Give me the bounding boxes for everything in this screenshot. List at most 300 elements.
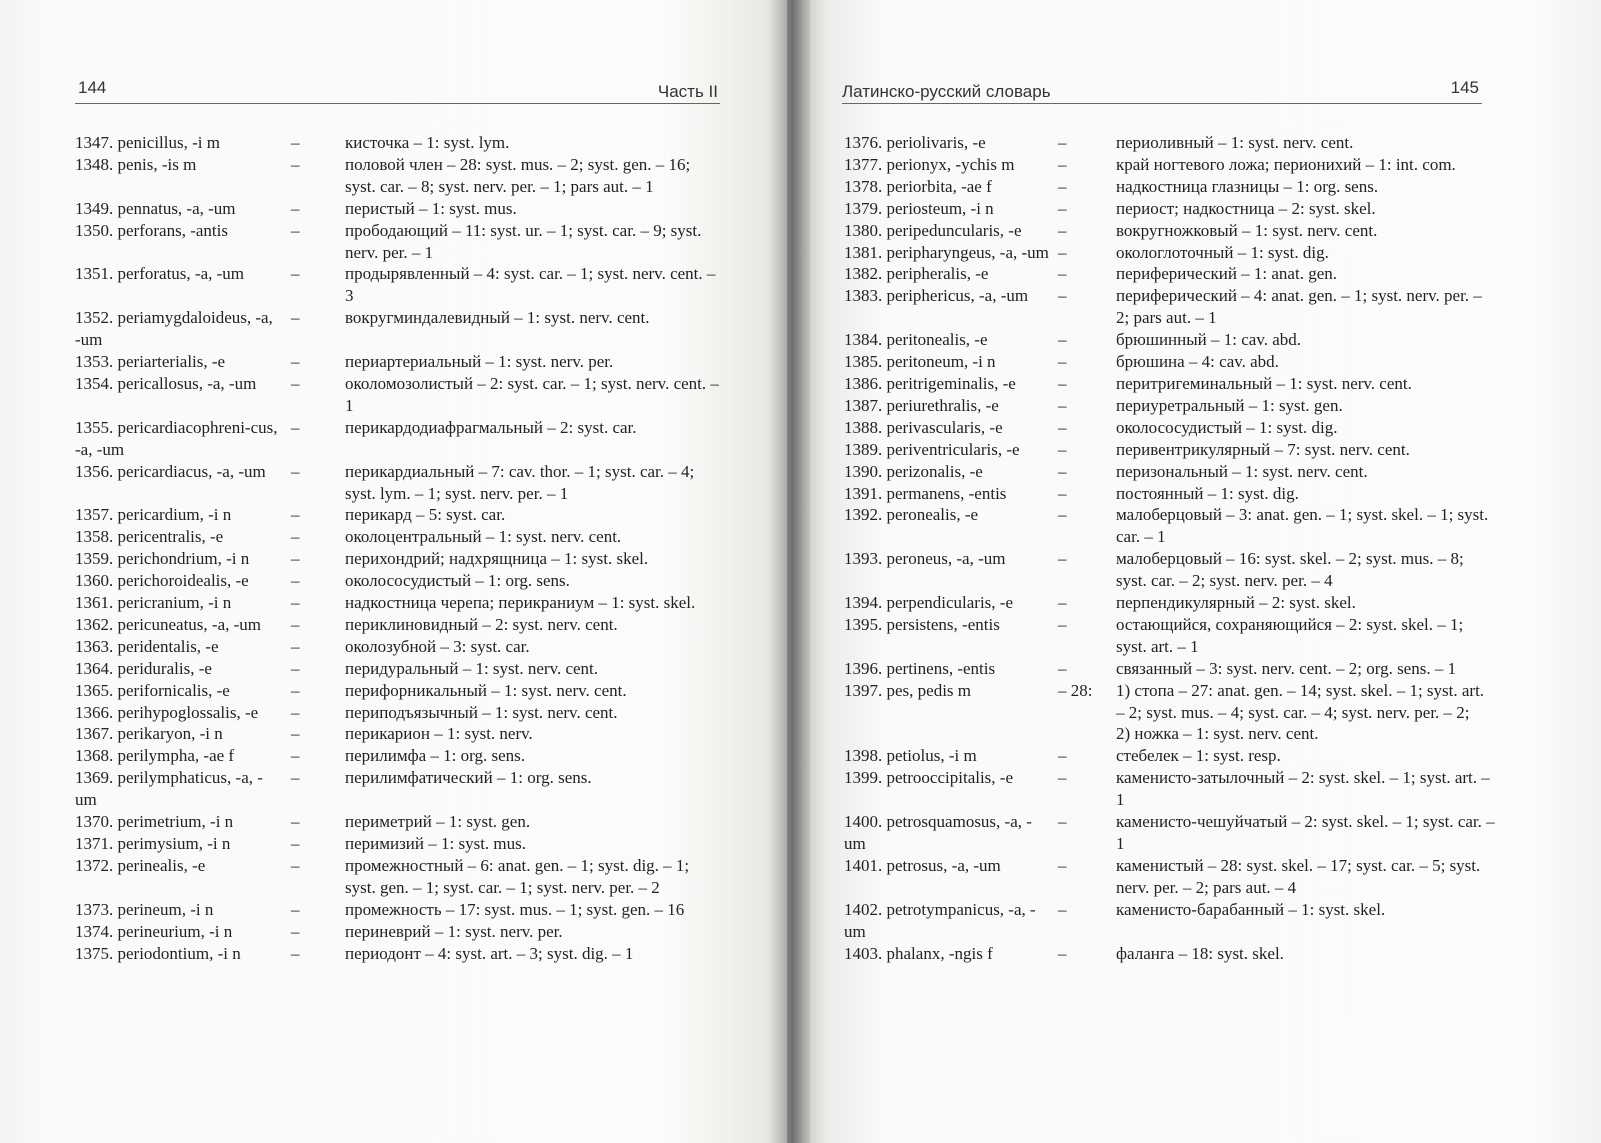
entry-dash: – (1058, 439, 1067, 459)
entry-dash: – (1058, 768, 1067, 788)
latin-term-text: 1377. perionyx, -ychis m (844, 154, 1015, 174)
translation-text: околоцентральный – 1: syst. nerv. cent. (345, 527, 622, 547)
translation-text: перикард – 5: syst. car. (345, 505, 506, 525)
latin-term-text: 1361. pericranium, -i n (75, 593, 232, 613)
entry-dash: – (1058, 746, 1067, 766)
entry-dash: – (1058, 133, 1067, 152)
russian-translation (1116, 439, 1496, 461)
entry-dash: – (291, 220, 300, 240)
latin-term-text: 1349. pennatus, -a, -um (75, 198, 236, 218)
latin-term (75, 811, 345, 833)
latin-term (844, 811, 1116, 855)
russian-translation (1116, 351, 1496, 373)
latin-term-text: 1381. peripharyngeus, -a, -um (844, 242, 1049, 262)
latin-term-text: 1372. perinealis, -e (75, 855, 206, 875)
entry-dash: – (1058, 198, 1067, 218)
latin-term (75, 220, 345, 264)
latin-term-text: 1378. periorbita, -ae f (844, 176, 992, 196)
translation-text: периуретральный – 1: syst. gen. (1116, 395, 1343, 415)
latin-term-text: 1358. pericentralis, -e (75, 527, 224, 547)
latin-term-text: 1351. perforatus, -a, -um (75, 264, 245, 284)
russian-translation (345, 921, 720, 943)
latin-term-text: 1401. petrosus, -a, -um (844, 855, 1001, 875)
translation-text: перилимфа – 1: org. sens. (345, 746, 525, 766)
dictionary-entry (75, 921, 735, 943)
latin-term-text: 1374. perineurium, -i n (75, 921, 233, 941)
entry-dash: – (291, 855, 300, 875)
dictionary-entry (844, 504, 1494, 548)
translation-text: каменистый – 28: syst. skel. – 17; syst. car. – 5; syst. nerv. per. – 2; pars aut. – 4 (1116, 855, 1481, 897)
entry-dash: – (1058, 505, 1067, 525)
latin-term (75, 263, 345, 307)
latin-term (844, 461, 1116, 483)
entry-dash: – (291, 373, 300, 393)
russian-translation (345, 767, 720, 811)
latin-term-text: 1370. perimetrium, -i n (75, 812, 234, 832)
latin-term-text: 1389. periventricularis, -e (844, 439, 1020, 459)
russian-translation (345, 307, 720, 351)
latin-term (75, 614, 345, 636)
latin-term (75, 899, 345, 921)
russian-translation (345, 899, 720, 921)
translation-text: вокругминдалевидный – 1: syst. nerv. cent. (345, 308, 650, 328)
latin-term (844, 745, 1116, 767)
translation-text: перивентрикулярный – 7: syst. nerv. cent. (1116, 439, 1410, 459)
left-page-header (78, 78, 718, 104)
latin-term-text: 1368. perilympha, -ae f (75, 746, 235, 766)
dictionary-entry (844, 263, 1494, 285)
entry-dash: – (291, 593, 300, 613)
dictionary-entry (75, 263, 735, 307)
latin-term-text: 1399. petrooccipitalis, -e (844, 768, 1014, 788)
entry-dash: – (291, 943, 300, 963)
right-page-header (842, 78, 1479, 104)
latin-term-text: 1382. peripheralis, -e (844, 264, 989, 284)
latin-term (844, 504, 1116, 548)
dictionary-entry (844, 351, 1494, 373)
entry-dash: – (1058, 614, 1067, 634)
latin-term-text: 1353. periarterialis, -e (75, 352, 226, 372)
latin-term (844, 548, 1116, 592)
entry-dash: – (1058, 373, 1067, 393)
latin-term (844, 395, 1116, 417)
dictionary-entry (844, 943, 1494, 965)
latin-term (844, 329, 1116, 351)
entry-dash: – (1058, 658, 1067, 678)
translation-text: промежность – 17: syst. mus. – 1; syst. gen. – 16 (345, 899, 685, 919)
russian-translation (345, 263, 720, 307)
latin-term-text: 1392. peronealis, -e (844, 505, 979, 525)
russian-translation (345, 198, 720, 220)
latin-term-text: 1380. peripeduncularis, -e (844, 220, 1022, 240)
translation-text: брюшина – 4: cav. abd. (1116, 352, 1279, 372)
russian-translation (345, 351, 720, 373)
entry-dash: – (1058, 395, 1067, 415)
russian-translation (345, 658, 720, 680)
dictionary-entry (75, 899, 735, 921)
dictionary-entry (75, 636, 735, 658)
translation-text: периоливный – 1: syst. nerv. cent. (1116, 133, 1354, 152)
entry-dash: – (291, 352, 300, 372)
entry-dash: – (291, 921, 300, 941)
latin-term-text: 1375. periodontium, -i n (75, 943, 241, 963)
translation-text: стебелек – 1: syst. resp. (1116, 746, 1281, 766)
latin-term (844, 899, 1116, 943)
dictionary-entry (75, 811, 735, 833)
dictionary-entry (844, 176, 1494, 198)
russian-translation (1116, 263, 1496, 285)
dictionary-entry (844, 548, 1494, 592)
latin-term (75, 592, 345, 614)
dictionary-entry (75, 833, 735, 855)
dictionary-entry (75, 417, 735, 461)
dictionary-entry (75, 154, 735, 198)
dictionary-entry (75, 548, 735, 570)
dictionary-entry (844, 154, 1494, 176)
dictionary-entry (75, 373, 735, 417)
dictionary-entry (75, 132, 735, 154)
entry-dash: – (291, 658, 300, 678)
russian-translation (1116, 154, 1496, 176)
latin-term (844, 439, 1116, 461)
latin-term (844, 242, 1116, 264)
latin-term (844, 373, 1116, 395)
latin-term (844, 658, 1116, 680)
russian-translation (1116, 483, 1496, 505)
dictionary-entry (75, 592, 735, 614)
latin-term-text: 1384. peritonealis, -e (844, 330, 988, 350)
latin-term (75, 132, 345, 154)
latin-term-text: 1402. petrotympanicus, -a, -um (844, 899, 1036, 941)
translation-text: перикарион – 1: syst. nerv. (345, 724, 533, 744)
entry-dash: – (291, 461, 300, 481)
latin-term (75, 636, 345, 658)
russian-translation (1116, 855, 1496, 899)
dictionary-entry (844, 242, 1494, 264)
russian-translation (1116, 417, 1496, 439)
translation-text: фаланга – 18: syst. skel. (1116, 943, 1284, 963)
russian-translation (345, 570, 720, 592)
russian-translation (1116, 395, 1496, 417)
latin-term (75, 855, 345, 899)
entry-dash: – (291, 571, 300, 591)
translation-text: окологлоточный – 1: syst. dig. (1116, 242, 1329, 262)
latin-term (75, 373, 345, 417)
translation-text: околососудистый – 1: org. sens. (345, 571, 570, 591)
latin-term-text: 1359. perichondrium, -i n (75, 549, 250, 569)
latin-term (75, 307, 345, 351)
russian-translation (1116, 899, 1496, 943)
entry-list (844, 132, 1494, 964)
entry-dash: – (291, 812, 300, 832)
latin-term-text: 1394. perpendicularis, -e (844, 593, 1013, 613)
latin-term-text: 1387. periurethralis, -e (844, 395, 999, 415)
entry-dash: – (1058, 286, 1067, 306)
latin-term-text: 1400. petrosquamosus, -a, -um (844, 812, 1032, 853)
latin-term (844, 220, 1116, 242)
dictionary-entry (844, 439, 1494, 461)
translation-text: околососудистый – 1: syst. dig. (1116, 417, 1338, 437)
latin-term-text: 1369. perilymphaticus, -a, -um (75, 768, 263, 810)
russian-translation (345, 636, 720, 658)
latin-term (844, 592, 1116, 614)
russian-translation (345, 833, 720, 855)
dictionary-entry (75, 680, 735, 702)
russian-translation (1116, 811, 1496, 855)
entry-dash: – (1058, 176, 1067, 196)
russian-translation (345, 526, 720, 548)
translation-text: надкостница черепа; перикраниум – 1: syst. skel. (345, 593, 696, 613)
translation-text: перилимфатический – 1: org. sens. (345, 768, 592, 788)
dictionary-entry (844, 614, 1494, 658)
dictionary-entry (844, 461, 1494, 483)
dictionary-entry (75, 461, 735, 505)
latin-term-text: 1352. periamygdaloideus, -a, -um (75, 308, 273, 350)
book-gutter (770, 0, 810, 1143)
latin-term (75, 723, 345, 745)
latin-term-text: 1395. persistens, -entis (844, 614, 1000, 634)
dictionary-entry (844, 658, 1494, 680)
page-number: 145 (1450, 78, 1479, 97)
entry-list (75, 132, 735, 964)
translation-text: продырявленный – 4: syst. car. – 1; syst. nerv. cent. – 3 (345, 264, 716, 306)
latin-term (844, 943, 1116, 965)
page-number: 144 (78, 78, 107, 97)
latin-term-text: 1388. perivascularis, -e (844, 417, 1003, 437)
dictionary-entry (844, 483, 1494, 505)
dictionary-entry (844, 220, 1494, 242)
russian-translation (1116, 767, 1496, 811)
latin-term (75, 833, 345, 855)
latin-term (75, 658, 345, 680)
dictionary-entry (844, 592, 1494, 614)
translation-text: кисточка – 1: syst. lym. (345, 133, 510, 152)
translation-text: каменисто-барабанный – 1: syst. skel. (1116, 899, 1386, 919)
latin-term (844, 285, 1116, 329)
latin-term-text: 1376. periolivaris, -e (844, 133, 986, 152)
russian-translation (1116, 329, 1496, 351)
dictionary-entry (75, 614, 735, 636)
dictionary-entry (75, 723, 735, 745)
translation-text: периферический – 1: anat. gen. (1116, 264, 1337, 284)
entry-dash: – (291, 702, 300, 722)
latin-term (844, 198, 1116, 220)
latin-term (75, 921, 345, 943)
latin-term-text: 1355. pericardiacophreni-cus, -a, -um (75, 417, 278, 459)
russian-translation (1116, 176, 1496, 198)
dictionary-entry (75, 351, 735, 373)
entry-dash: – (1058, 242, 1067, 262)
translation-text: перикардодиафрагмальный – 2: syst. car. (345, 417, 637, 437)
latin-term (844, 263, 1116, 285)
russian-translation (345, 504, 720, 526)
dictionary-entry (75, 198, 735, 220)
latin-term (844, 767, 1116, 811)
latin-term-text: 1403. phalanx, -ngis f (844, 943, 993, 963)
russian-translation (1116, 220, 1496, 242)
entry-dash: – (291, 746, 300, 766)
translation-text: вокругножковый – 1: syst. nerv. cent. (1116, 220, 1378, 240)
left-page (0, 0, 787, 1143)
latin-term-text: 1347. penicillus, -i m (75, 133, 220, 152)
entry-dash: – (291, 527, 300, 547)
translation-text: перитригеминальный – 1: syst. nerv. cent. (1116, 373, 1412, 393)
latin-term (75, 943, 345, 965)
latin-term-text: 1379. periosteum, -i n (844, 198, 994, 218)
russian-translation (345, 548, 720, 570)
translation-text: половой член – 28: syst. mus. – 2; syst. gen. – 16; syst. car. – 8; syst. nerv. per. – 1; pars aut. – 1 (345, 154, 691, 196)
translation-text: каменисто-затылочный – 2: syst. skel. – 1; syst. art. – 1 (1116, 768, 1490, 810)
entry-dash: – (291, 636, 300, 656)
latin-term-text: 1350. perforans, -antis (75, 220, 228, 240)
russian-translation (1116, 373, 1496, 395)
entry-dash: – (291, 417, 300, 437)
latin-term (75, 351, 345, 373)
russian-translation (1116, 548, 1496, 592)
translation-text: каменисто-чешуйчатый – 2: syst. skel. – 1; syst. car. – 1 (1116, 812, 1495, 853)
translation-text: брюшинный – 1: cav. abd. (1116, 330, 1302, 350)
running-title: Латинско-русский словарь (842, 82, 1051, 101)
translation-text: край ногтевого ложа; перионихий – 1: int. com. (1116, 154, 1456, 174)
russian-translation (345, 614, 720, 636)
translation-text: периартериальный – 1: syst. nerv. per. (345, 352, 614, 372)
entry-dash: – 28: (1058, 680, 1093, 700)
translation-text: 1) стопа – 27: anat. gen. – 14; syst. skel. – 1; syst. art. – 2; syst. mus. – 4; syst. car. – 4; syst. nerv. per. – 2; (1116, 680, 1485, 722)
entry-dash: – (1058, 352, 1067, 372)
latin-term-text: 1357. pericardium, -i n (75, 505, 232, 525)
translation-text: перимизий – 1: syst. mus. (345, 834, 527, 853)
entry-dash: – (291, 264, 300, 284)
translation-text: прободающий – 11: syst. ur. – 1; syst. car. – 9; syst. nerv. per. – 1 (345, 220, 702, 262)
dictionary-entry (844, 417, 1494, 439)
latin-term (844, 417, 1116, 439)
translation-text: перпендикулярный – 2: syst. skel. (1116, 593, 1356, 613)
latin-term-text: 1356. pericardiacus, -a, -um (75, 461, 266, 481)
latin-term-text: 1385. peritoneum, -i n (844, 352, 996, 372)
entry-dash: – (1058, 855, 1067, 875)
latin-term-text: 1365. perifornicalis, -e (75, 680, 230, 700)
russian-translation (345, 132, 720, 154)
latin-term-text: 1383. periphericus, -a, -um (844, 286, 1029, 306)
entry-dash: – (291, 154, 300, 174)
russian-translation (345, 855, 720, 899)
entry-dash: – (1058, 461, 1067, 481)
translation-text: периодонт – 4: syst. art. – 3; syst. dig. – 1 (345, 943, 634, 963)
dictionary-entry (75, 504, 735, 526)
latin-term (844, 176, 1116, 198)
russian-translation (1116, 461, 1496, 483)
translation-text: постоянный – 1: syst. dig. (1116, 483, 1299, 503)
russian-translation (1116, 658, 1496, 680)
translation-text: перизональный – 1: syst. nerv. cent. (1116, 461, 1368, 481)
russian-translation (1116, 242, 1496, 264)
translation-text: периклиновидный – 2: syst. nerv. cent. (345, 614, 618, 634)
russian-translation (1116, 285, 1496, 329)
entry-dash: – (1058, 812, 1067, 832)
dictionary-entry (844, 680, 1494, 746)
translation-text: перикардиальный – 7: cav. thor. – 1; syst. car. – 4; syst. lym. – 1; syst. nerv. per. – 1 (345, 461, 695, 503)
header-rule (75, 103, 720, 104)
russian-translation (345, 680, 720, 702)
russian-translation (345, 461, 720, 505)
translation-text: остающийся, сохраняющийся – 2: syst. skel. – 1; syst. art. – 1 (1116, 614, 1464, 656)
dictionary-entry (75, 745, 735, 767)
dictionary-entry (75, 570, 735, 592)
latin-term-text: 1396. pertinens, -entis (844, 658, 996, 678)
russian-translation (345, 702, 720, 724)
latin-term-text: 1391. permanens, -entis (844, 483, 1007, 503)
entry-dash: – (291, 308, 300, 328)
latin-term (75, 745, 345, 767)
russian-translation (345, 220, 720, 264)
latin-term (75, 767, 345, 811)
dictionary-entry (844, 395, 1494, 417)
russian-translation (1116, 132, 1496, 154)
latin-term-text: 1354. pericallosus, -a, -um (75, 373, 257, 393)
dictionary-entry (844, 899, 1494, 943)
entry-dash: – (291, 614, 300, 634)
entry-dash: – (291, 680, 300, 700)
translation-text: околозубной – 3: syst. car. (345, 636, 530, 656)
dictionary-entry (75, 702, 735, 724)
entry-dash: – (1058, 264, 1067, 284)
latin-term-text: 1362. pericuneatus, -a, -um (75, 614, 261, 634)
latin-term-text: 1393. peroneus, -a, -um (844, 549, 1006, 569)
entry-dash: – (291, 834, 300, 853)
latin-term (75, 702, 345, 724)
russian-translation (1116, 943, 1496, 965)
dictionary-entry (844, 373, 1494, 395)
translation-text: промежностный – 6: anat. gen. – 1; syst. dig. – 1; syst. gen. – 1; syst. car. – 1; syst. nerv. per. – 2 (345, 855, 690, 897)
entry-dash: – (1058, 483, 1067, 503)
latin-term (75, 570, 345, 592)
translation-text: периост; надкостница – 2: syst. skel. (1116, 198, 1376, 218)
dictionary-entry (75, 855, 735, 899)
dictionary-entry (844, 285, 1494, 329)
dictionary-entry (75, 658, 735, 680)
latin-term-text: 1397. pes, pedis m (844, 680, 972, 700)
latin-term-text: 1373. perineum, -i n (75, 899, 214, 919)
entry-dash: – (1058, 549, 1067, 569)
entry-dash: – (291, 724, 300, 744)
dictionary-entry (844, 329, 1494, 351)
translation-text: периневрий – 1: syst. nerv. per. (345, 921, 563, 941)
translation-text: перихондрий; надхрящница – 1: syst. skel. (345, 549, 649, 569)
translation-text: малоберцовый – 16: syst. skel. – 2; syst. mus. – 8; syst. car. – 2; syst. nerv. per. – 4 (1116, 549, 1464, 591)
entry-dash: – (1058, 593, 1067, 613)
latin-term (844, 614, 1116, 658)
dictionary-entry (844, 767, 1494, 811)
latin-term-text: 1367. perikaryon, -i n (75, 724, 223, 744)
translation-text: околомозолистый – 2: syst. car. – 1; syst. nerv. cent. – 1 (345, 373, 719, 415)
entry-dash: – (291, 133, 300, 152)
translation-text: периметрий – 1: syst. gen. (345, 812, 531, 832)
russian-translation (1116, 745, 1496, 767)
entry-dash: – (1058, 899, 1067, 919)
translation-text: перифорникальный – 1: syst. nerv. cent. (345, 680, 627, 700)
latin-term (75, 417, 345, 461)
translation-text: надкостница глазницы – 1: org. sens. (1116, 176, 1379, 196)
latin-term (844, 132, 1116, 154)
latin-term-text: 1398. petiolus, -i m (844, 746, 977, 766)
latin-term (75, 548, 345, 570)
translation-text: малоберцовый – 3: anat. gen. – 1; syst. skel. – 1; syst. car. – 1 (1116, 505, 1489, 547)
entry-dash: – (1058, 330, 1067, 350)
latin-term (844, 154, 1116, 176)
entry-dash: – (1058, 417, 1067, 437)
russian-translation (1116, 198, 1496, 220)
dictionary-entry (75, 220, 735, 264)
